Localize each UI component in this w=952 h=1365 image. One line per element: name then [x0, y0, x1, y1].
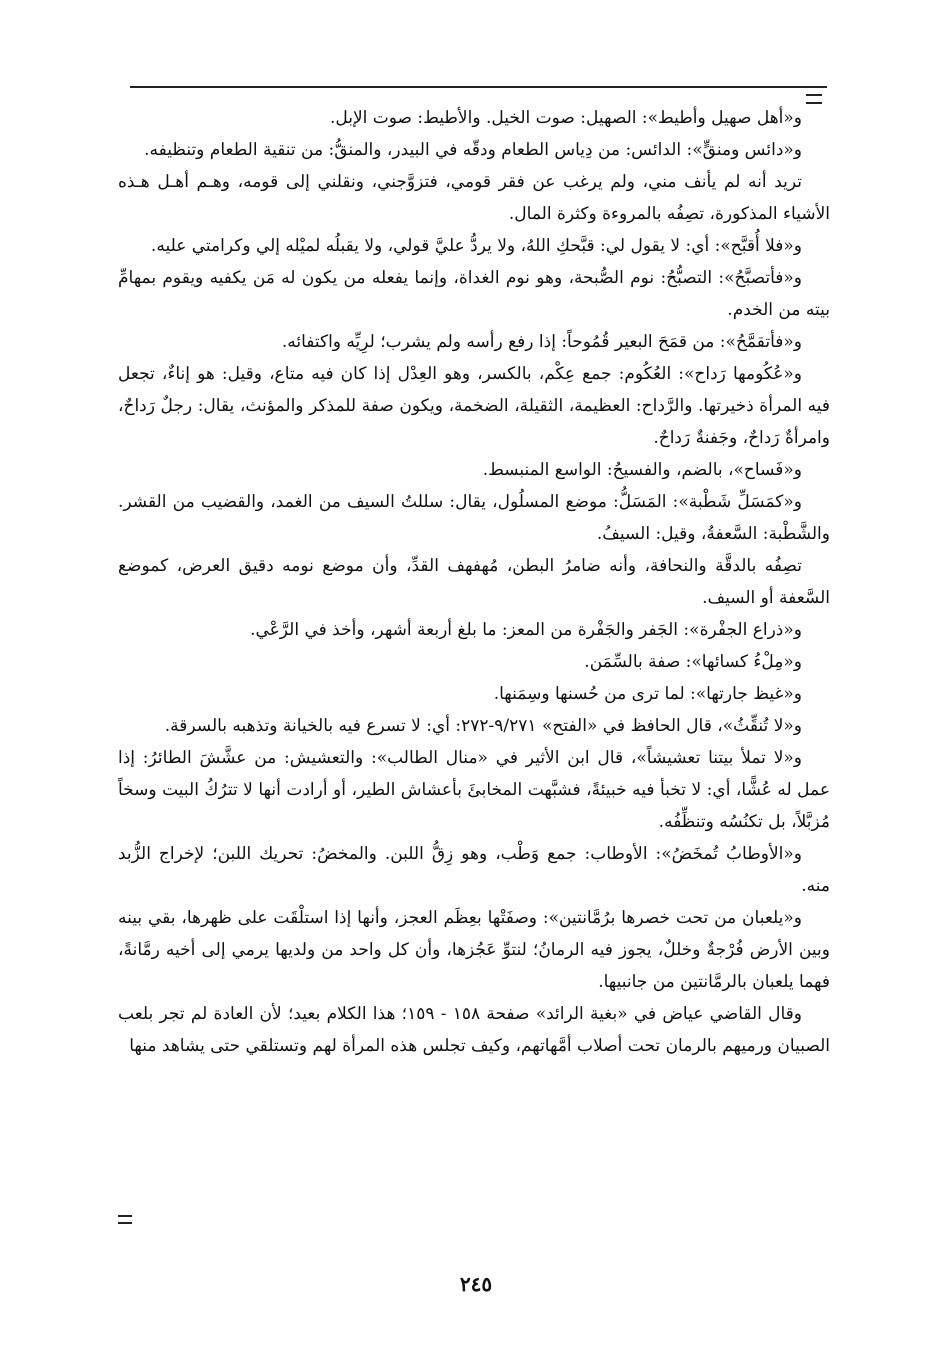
paragraph: و«لا تُنقِّثُ»، قال الحافظ في «الفتح» ٩/٢٧١-٢٧٢: أي: لا تسرع فيه بالخيانة وتذهبه بالسرقة. [164, 716, 802, 736]
paragraph: و«أهل صهيل وأطيط»: الصهيل: صوت الخيل. والأطيط: صوت الإبل. [329, 108, 802, 128]
paragraph: و«فأتقمَّحُ»: من قمَحَ البعير قُمُوحاً: إذا رفع رأسه ولم يشرب؛ لرِيِّه واكتفائه. [281, 332, 802, 352]
paragraph: تصِفُه بالدقَّة والنحافة، وأنه ضامرُ البطن، مُهفهف القدِّ، وأن موضع نومه دقيق العرض، كموضع السَّعفة أو السيف. [118, 556, 830, 608]
header-rule [130, 86, 827, 88]
paragraph: و«ذراع الجفْرة»: الجَفر والجَفْرة من المعز: ما بلغ أربعة أشهر، وأخذ في الرَّعْي. [250, 620, 802, 640]
paragraph: و«غيظ جارتها»: لما ترى من حُسنها وسِمَنها. [493, 684, 802, 704]
paragraph: و«عُكُومها رَداح»: العُكُوم: جمع عِكْم، بالكسر، وهو العِدْل إذا كان فيه متاع، وقيل: هو إناءٌ، تجعل فيه المرأة ذخيرتها. والرَّداح: العظيمة، الثقيلة، الضخمة، ويكون صفة للمذكر والمؤنث، يقال: رجلٌ رَداحٌ، وامرأةٌ رَداحٌ، وجَفنةٌ رَداحٌ. [118, 364, 830, 448]
paragraph: و«فلا أُقبَّح»: أي: لا يقول لي: قبَّحكِ اللهُ، ولا يردُّ عليَّ قولي، ولا يقبلُه لميْله إلي وكرامتي عليه. [150, 236, 802, 256]
paragraph: تريد أنه لم يأنف مني، ولم يرغب عن فقر قومي، فتزوَّجني، ونقلني إلى قومه، وهـم أهـل هـذه الأشياء المذكورة، تصِفُه بالمروءة وكثرة المال. [118, 172, 830, 224]
paragraph: و«يلعبان من تحت خصرها برُمَّانتين»: وصفَتْها بعِظَم العجز، وأنها إذا استلْقَت على ظهرها، بقي بينه وبين الأرض فُرْجةٌ وخللٌ، يجوز فيه الرمانُ؛ لنتوِّ عَجُزها، وأن كل واحد من ولديها يرمي إلى أخيه رمَّانةً، فهما يلعبان بالرمَّانتين من جانبيها. [118, 908, 830, 992]
paragraph: و«مِلْءُ كسائها»: صفة بالسِّمَن. [584, 652, 802, 672]
continuation-mark [118, 1215, 132, 1224]
paragraph: و«الأوطابُ تُمخَضُ»: الأوطاب: جمع وَطْب، وهو زِقُّ اللبن. والمخضُ: تحريك اللبن؛ لإخراج الزُّبد منه. [118, 844, 830, 896]
paragraph: وقال القاضي عياض في «بغية الرائد» صفحة ١٥٨ - ١٥٩؛ هذا الكلام بعيد؛ لأن العادة لم تجر بلعب الصبيان ورميهم بالرمان تحت أصلاب أمَّهاتهم، وكيف تجلس هذه المرأة لهم وتستلقي حتى يشاهد منها [118, 1004, 830, 1056]
body-text [118, 102, 830, 1062]
paragraph: و«فَساح»، بالضم، والفسيحُ: الواسع المنبسط. [482, 460, 802, 480]
paragraph: و«فأتصبَّحُ»: التصبُّحُ: نوم الصُّبحة، وهو نوم الغداة، وإنما يفعله من يكون له مَن يكفيه ويقوم بمهامِّ بيته من الخدم. [118, 268, 830, 320]
paragraph: و«كمَسَلِّ شَطْبة»: المَسَلُّ: موضع المسلُول، يقال: سللتُ السيف من الغمد، والقضيب من القشر. والشَّطْبة: السَّعفةُ، وقيل: السيفُ. [118, 492, 830, 544]
paragraph: و«لا تملأ بيتنا تعشيشاً»، قال ابن الأثير في «منال الطالب»: والتعشيش: من عشَّشَ الطائرُ: إذا عمل له عُشًّا، أي: لا تخبأ فيه خبيئةً، فشبَّهت المخابئَ بأعشاش الطير، أو أرادت أنها لا تترُكُ البيت وسخاً مُزبَّلاً، بل تكنُسُه وتنظِّفُه. [118, 748, 830, 832]
paragraph: و«دائس ومنقٍّ»: الدائس: من دِياس الطعام ودقّه في البيدر، والمنقُّ: من تنقية الطعام وتنظيفه. [144, 140, 802, 160]
page-number: ٢٤٥ [459, 1272, 493, 1296]
